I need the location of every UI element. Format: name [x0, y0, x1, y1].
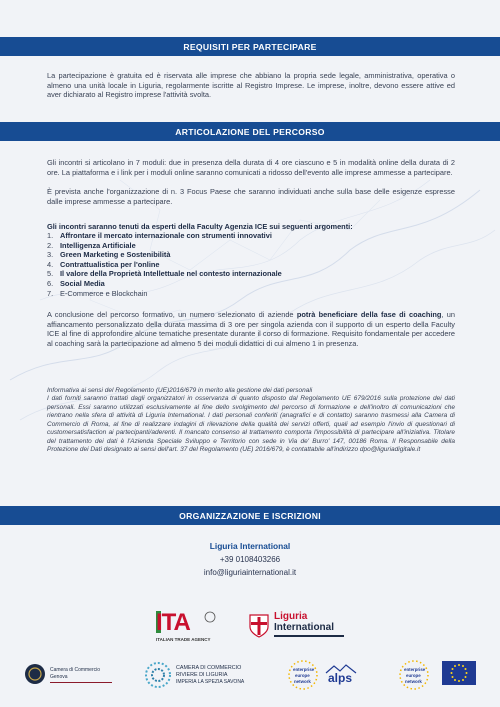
modules-intro: Gli incontri saranno tenuti da esperti della Faculty Agenzia ICE sui seguenti argomenti: [47, 222, 353, 231]
articolazione-title: ARTICOLAZIONE DEL PERCORSO [175, 126, 325, 137]
coaching-highlight: potrà beneficiare della fase di coaching [296, 310, 442, 319]
contact-phone[interactable]: +39 0108403266 [219, 555, 281, 564]
ita-logo: ITA ITALIAN TRADE AGENCY [154, 607, 224, 647]
een-logo-1: enterprise europe network [287, 659, 319, 691]
list-item: 4. Contrattualistica per l'online [47, 259, 160, 269]
contact-email[interactable]: info@liguriainternational.it [203, 568, 297, 577]
list-item: 7. E-Commerce e Blockchain [47, 288, 148, 298]
camera-commercio-riviere-logo: CAMERA DI COMMERCIO RIVIERE DI LIGURIA IMPERIA LA SPEZIA SAVONA [144, 660, 254, 690]
liguria-international-logo: Liguria International [248, 610, 348, 642]
privacy-title: Informativa ai sensi del Regolamento (UE)2016/679 in merito alla gestione dei dati personali [47, 387, 313, 394]
liguria-shield-icon [248, 613, 270, 639]
genova-emblem-icon [24, 663, 46, 685]
contact-block [0, 541, 500, 577]
module-label: Green Marketing e Sostenibilità [60, 250, 171, 260]
module-label: Il valore della Proprietà Intellettuale nel contesto internazionale [60, 269, 282, 279]
modules-list [47, 231, 455, 298]
coaching-paragraph: A conclusione del percorso formativo, un numero selezionato di aziende potrà beneficiare della fase di coaching, un affiancamento personalizzato della durata massima di 3 ore per singola azienda con il supporto di un esperto della Faculty ICE al fine di approfondire alcune tematiche presentate durante il corso di formazione. Requisito fondamentale per accedere al coaching sarà la partecipazione ad almeno 5 dei moduli didattici di cui almeno 1 in presenza. [47, 310, 455, 348]
organizzazione-title: ORGANIZZAZIONE E ISCRIZIONI [179, 510, 321, 521]
privacy-body: I dati forniti saranno trattati dagli organizzatori in osservanza di quanto disposto dal Regolamento UE 679/2016 sulla protezione dei dati personali. Essi saranno utilizzati esclusivamente al fine dello svolgimento del percorso di formazione e dell'inoltro di comunicazioni che rientrano nella sfera di attività di Liguria International. I dati personali conferiti (anagrafici e di contatto) saranno trasmessi alla Camera di Commercio di Roma, al fine di realizzare indagini di rilevazione della qualità dei servizi offerti, quali ad esempio l'invio di questionari di customersatisfaction ai partecipanti/aderenti. Il mancato consenso al trattamento comporta l'impossibilità di partecipare all'iniziativa. Titolare del trattamento dei dati è l'Azienda Speciale Sviluppo e Territorio con sede in Via de' Burro' 147, 00186 Roma. Il Responsabile della Protezione dei Dati designato ai sensi dell'art. 37 del Regolamento (UE) 2016/679, è contattabile all'indirizzo dpo@liguriadigitale.it [47, 395, 455, 453]
list-item: 2. Intelligenza Artificiale [47, 240, 136, 250]
module-label: Intelligenza Artificiale [60, 240, 136, 250]
module-label: Affrontare il mercato internazionale con strumenti innovativi [60, 231, 272, 240]
contact-org-name: Liguria International [209, 541, 291, 551]
list-item: 5. Il valore della Proprietà Intellettuale nel contesto internazionale [47, 269, 282, 279]
requisiti-title: REQUISITI PER PARTECIPARE [183, 41, 317, 52]
articolazione-paragraph-1: Gli incontri si articolano in 7 moduli: due in presenza della durata di 4 ore ciascuno e 5 in modalità online della durata di 2 ore. La piattaforma e i link per i moduli online saranno comunicati a ridosso dell'evento alle imprese ammesse a partecipare. [47, 158, 455, 177]
list-item: 3. Green Marketing e Sostenibilità [47, 250, 171, 260]
list-item: 1. Affrontare il mercato internazionale con strumenti innovativi [47, 231, 272, 240]
articolazione-section-header [0, 122, 500, 141]
alps-logo: alps [324, 664, 358, 686]
module-label: Social Media [60, 278, 105, 288]
eu-flag-icon [442, 661, 476, 685]
list-item: 6. Social Media [47, 278, 105, 288]
organizzazione-section-header [0, 506, 500, 525]
camera-commercio-genova-logo: Camera di Commercio Genova [24, 662, 116, 688]
module-label: Contrattualistica per l'online [60, 259, 160, 269]
riviere-dots-icon [144, 661, 172, 689]
een-logo-2: enterprise europe network [398, 659, 430, 691]
articolazione-paragraph-2: È prevista anche l'organizzazione di n. 3 Focus Paese che saranno individuati anche sulla base delle esigenze espresse dalle imprese ammesse a partecipare. [47, 187, 455, 206]
requisiti-section-header [0, 37, 500, 56]
module-label: E-Commerce e Blockchain [60, 288, 148, 298]
requisiti-paragraph: La partecipazione è gratuita ed è riservata alle imprese che abbiano la propria sede legale, amministrativa, operativa o almeno una unità locale in Liguria, regolarmente iscritte al Registro Imprese. Le imprese, inoltre, devono essere attive ed aver dichiarato al Registro imprese l'attività svolta. [47, 71, 455, 100]
eu-flag-logo [442, 661, 476, 685]
